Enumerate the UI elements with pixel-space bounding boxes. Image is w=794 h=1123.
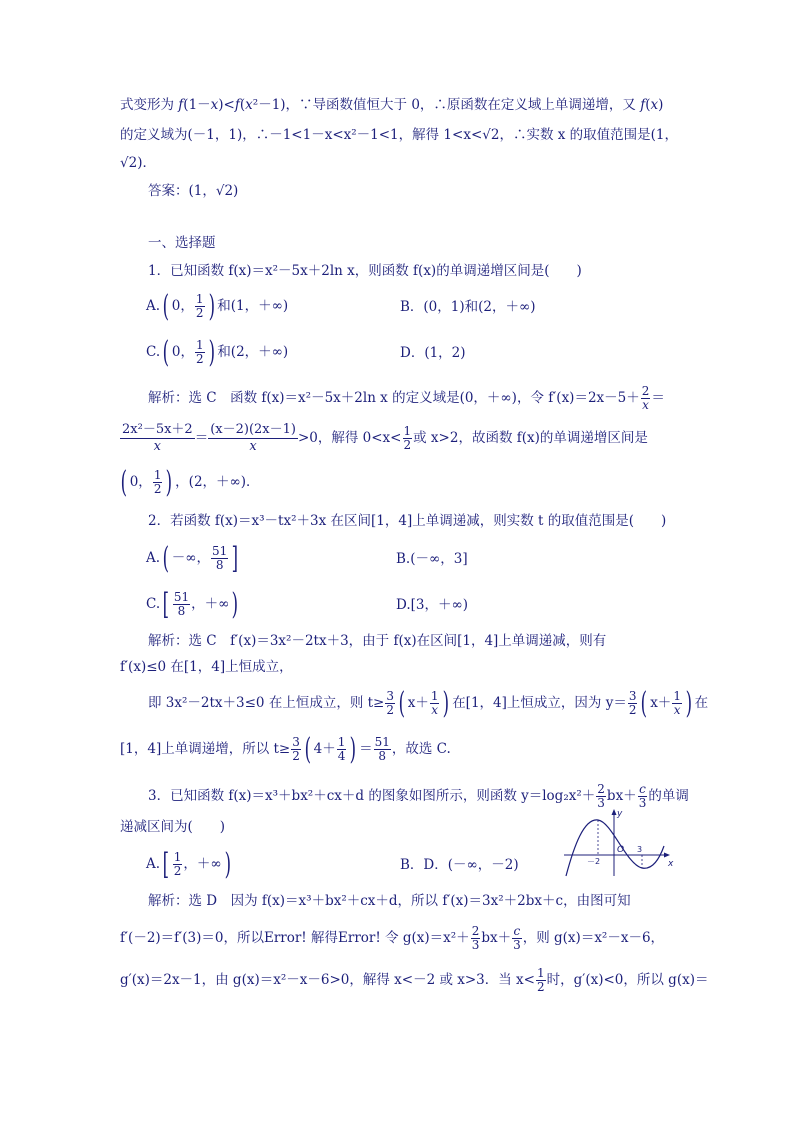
numerator: 1 <box>403 424 412 438</box>
intro-text: 式变形为 <box>120 97 179 113</box>
solution-text: ，则 g(x)＝x²－x－6， <box>522 930 665 946</box>
q2-option-c <box>146 588 241 620</box>
denominator: 2 <box>628 703 637 717</box>
q2-solution-4 <box>120 732 451 766</box>
option-letter: A. <box>146 856 161 872</box>
q1-solution-3 <box>118 466 260 498</box>
option-letter: A. <box>146 298 161 314</box>
bracket-right: ] <box>231 540 239 576</box>
intro-line-3: √2)． <box>120 155 156 171</box>
answer-line: 答案：(1，√2) <box>148 183 239 199</box>
fraction <box>471 925 481 952</box>
q2-solution-2: f′(x)≤0 在[1，4]上恒成立， <box>120 659 293 675</box>
solution-text: 在 <box>694 695 709 711</box>
paren-right: ) <box>166 464 173 500</box>
fraction <box>337 736 347 763</box>
graph-label-minus-2: －2 <box>587 857 601 866</box>
equals: ＝ <box>194 430 209 446</box>
fraction <box>385 690 395 717</box>
q1-c-text: 和(2，＋∞) <box>217 344 289 360</box>
fraction <box>512 925 522 952</box>
denominator: 2 <box>292 749 300 763</box>
y-axis-arrow <box>612 809 617 815</box>
q3-solution-3 <box>120 964 708 996</box>
q1-option-a <box>146 290 288 322</box>
q2-option-b: B.(－∞，3] <box>396 551 468 567</box>
denominator: 8 <box>215 558 224 572</box>
q1-c-text: 0， <box>171 344 194 360</box>
intro-text: x <box>245 97 253 113</box>
q3-option-bd: B．D．(－∞，－2) <box>400 857 519 873</box>
denominator: 8 <box>378 749 387 763</box>
q2-option-d: D.[3，＋∞) <box>396 597 469 613</box>
graph-origin-label: O <box>617 845 625 855</box>
solution-text: [1，4]上单调递增，所以 t≥ <box>120 741 291 757</box>
numerator: 2 <box>471 924 480 938</box>
intro-line-2: 的定义域为(－1，1)，∴－1<1－x<x²－1<1，解得 1<x<√2，∴实数 x 的取值范围是(1， <box>120 127 679 143</box>
q2-solution-3 <box>148 686 708 720</box>
stem-text: bx＋ <box>606 788 637 804</box>
option-letter: C. <box>146 344 161 360</box>
numerator: 1 <box>173 850 182 864</box>
denominator: x <box>431 703 439 717</box>
solution-text: 时，g′(x)<0，所以 g(x)＝ <box>546 972 709 988</box>
numerator: 3 <box>292 735 300 749</box>
q1-option-c <box>146 336 288 368</box>
solution-text: f′(－2)＝f′(3)＝0，所以Error! 解得Error! 令 g(x)＝x²＋ <box>120 930 470 946</box>
x-axis-arrow <box>664 853 670 858</box>
denominator: 3 <box>638 796 647 810</box>
graph-y-label: y <box>617 809 623 819</box>
fraction <box>641 385 651 412</box>
fraction <box>211 545 228 572</box>
denominator: 2 <box>386 703 394 717</box>
numerator: 2x²－5x＋2 <box>122 422 193 437</box>
q1-solution-1 <box>148 384 665 412</box>
denominator: 2 <box>195 352 204 366</box>
section-title: 一、选择题 <box>148 235 216 251</box>
q3-solution-2 <box>120 922 664 954</box>
paren-right: ) <box>232 586 239 622</box>
solution-text: >0，解得 0<x< <box>297 430 402 446</box>
q1-option-d: D．(1，2) <box>400 345 466 361</box>
paren-left: ( <box>304 731 311 767</box>
fraction <box>672 690 682 717</box>
q3-option-a <box>146 848 233 880</box>
q2-option-a <box>146 542 241 574</box>
fraction <box>195 293 205 320</box>
q2-c-text: ，＋∞ <box>191 596 230 612</box>
solution-text: x＋ <box>407 695 429 711</box>
denominator: 4 <box>337 749 346 763</box>
solution-text: 0， <box>129 474 152 490</box>
denominator: 3 <box>513 938 521 952</box>
option-letter: C. <box>146 596 161 612</box>
fraction <box>153 469 163 496</box>
solution-text: 或 x>2，故函数 f(x)的单调递增区间是 <box>413 430 648 446</box>
numerator: 51 <box>173 590 190 604</box>
numerator: 51 <box>374 735 390 749</box>
fraction <box>374 736 391 763</box>
numerator: 1 <box>430 689 439 703</box>
intro-text: (1－ <box>183 97 211 113</box>
paren-left: ( <box>398 685 406 721</box>
fraction <box>536 967 546 994</box>
q2-stem: 2．若函数 f(x)＝x³－tx²＋3x 在区间[1，4]上单调递减，则实数 t 的取值范围是( ) <box>148 513 667 529</box>
denominator: 2 <box>195 306 204 320</box>
intro-text: ( <box>239 97 246 113</box>
numerator: 1 <box>195 338 204 352</box>
intro-text: x <box>210 97 219 113</box>
intro-text: f <box>178 97 184 113</box>
solution-text: x＋ <box>650 695 672 711</box>
denominator: 3 <box>597 796 605 810</box>
solution-text: ，(2，＋∞)． <box>175 474 260 490</box>
denominator: x <box>642 398 649 412</box>
intro-text: ²－1)，∵导函数值恒大于 0，∴原函数在定义域上单调递增，又 <box>252 97 641 113</box>
denominator: 3 <box>471 938 480 952</box>
denominator: x <box>249 439 257 454</box>
cubic-curve <box>566 820 664 876</box>
intro-text: )< <box>218 97 235 113</box>
paren-right: ) <box>443 685 450 721</box>
denominator: 2 <box>173 864 182 878</box>
denominator: 2 <box>153 482 162 496</box>
numerator: 3 <box>628 689 637 703</box>
denominator: 2 <box>536 980 545 994</box>
intro-line-1 <box>120 96 663 114</box>
fraction <box>628 690 638 717</box>
q1-solution-2 <box>120 420 648 456</box>
q3-stem-2: 递减区间为( ) <box>120 819 226 835</box>
numerator: 1 <box>153 468 162 482</box>
solution-text: bx＋ <box>481 930 512 946</box>
intro-text: f <box>234 97 240 113</box>
equals: ＝ <box>359 741 373 757</box>
fraction <box>291 736 301 763</box>
solution-text: 4＋ <box>313 741 336 757</box>
q1-a-text: 0， <box>171 298 194 314</box>
q3-a-text: ，＋∞ <box>183 856 222 872</box>
solution-text: 即 3x²－2tx＋3≤0 在上恒成立，则 t≥ <box>148 695 385 711</box>
fraction <box>120 422 195 455</box>
intro-text: x <box>650 97 659 113</box>
stem-text: 的单调 <box>648 788 689 804</box>
graph-label-3: 3 <box>637 845 643 854</box>
cubic-graph <box>560 806 676 880</box>
numerator: 1 <box>536 966 545 980</box>
option-letter: A. <box>146 550 161 566</box>
numerator: c <box>513 924 521 938</box>
fraction <box>403 425 413 452</box>
solution-text: 在[1，4]上恒成立，因为 y＝ <box>452 695 627 711</box>
bracket-left: [ <box>162 846 170 882</box>
solution-text: g′(x)＝2x－1，由 g(x)＝x²－x－6>0，解得 x<－2 或 x>3．当 x< <box>120 972 535 988</box>
q3-solution-1: 解析：选 D 因为 f(x)＝x³＋bx²＋cx＋d，所以 f′(x)＝3x²＋2bx＋c，由图可知 <box>148 893 631 909</box>
numerator: 1 <box>337 735 346 749</box>
numerator: (x－2)(2x－1) <box>210 422 296 437</box>
intro-text: f <box>640 97 646 113</box>
denominator: x <box>153 439 162 454</box>
paren-left: ( <box>162 334 170 370</box>
paren-right: ) <box>224 846 231 882</box>
solution-text: ，故选 C. <box>391 741 451 757</box>
numerator: 2 <box>641 384 650 398</box>
numerator: 2 <box>597 782 605 796</box>
paren-right: ) <box>349 731 357 767</box>
intro-text: ( <box>645 97 651 113</box>
paren-left: ( <box>120 464 128 500</box>
paren-right: ) <box>685 685 693 721</box>
paren-left: ( <box>162 540 170 576</box>
paren-right: ) <box>208 334 215 370</box>
denominator: 8 <box>177 604 186 618</box>
q1-stem: 1．已知函数 f(x)＝x²－5x＋2ln x，则函数 f(x)的单调递增区间是( ) <box>148 263 582 279</box>
numerator: 1 <box>195 292 204 306</box>
paren-left: ( <box>162 288 170 324</box>
paren-left: ( <box>641 685 648 721</box>
fraction <box>208 422 298 455</box>
equals: ＝ <box>651 390 665 406</box>
numerator: 3 <box>386 689 394 703</box>
fraction <box>173 851 183 878</box>
solution-text: 解析：选 C 函数 f(x)＝x²－5x＋2ln x 的定义域是(0，＋∞)，令 f′(x)＝2x－5＋ <box>148 390 640 406</box>
q1-option-b: B．(0，1)和(2，＋∞) <box>400 299 536 315</box>
stem-text: 3．已知函数 f(x)＝x³＋bx²＋cx＋d 的图象如图所示，则函数 y＝log₂x²＋ <box>148 788 596 804</box>
intro-text: ) <box>658 97 664 113</box>
bracket-left: [ <box>162 586 170 622</box>
fraction <box>430 690 440 717</box>
numerator: c <box>639 782 646 796</box>
denominator: x <box>673 703 681 717</box>
numerator: 1 <box>673 689 681 703</box>
q1-a-text: 和(1，＋∞) <box>217 298 289 314</box>
fraction <box>195 339 205 366</box>
fraction <box>173 591 190 618</box>
paren-right: ) <box>208 288 215 324</box>
q2-a-text: －∞， <box>171 550 211 566</box>
graph-x-label: x <box>668 859 674 869</box>
numerator: 51 <box>212 544 228 558</box>
q2-solution-1: 解析：选 C f′(x)＝3x²－2tx＋3，由于 f(x)在区间[1，4]上单调递减，则有 <box>148 633 607 649</box>
denominator: 2 <box>403 438 412 452</box>
